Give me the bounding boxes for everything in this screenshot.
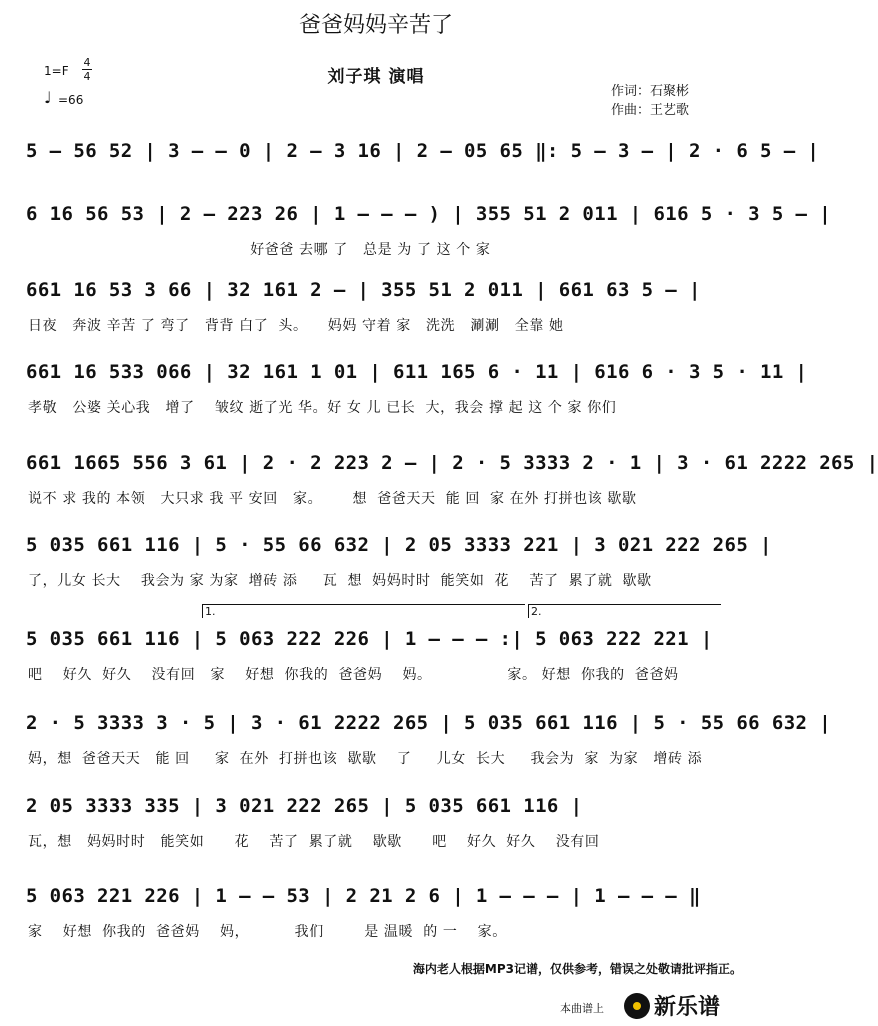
lyric-line: 妈，想 爸爸天天 能 回 家 在外 打拼也该 歇歇 了 儿女 长大 我会为 家 为家 增砖 添 <box>28 751 703 767</box>
transcription-note: 海内老人根据MP3记谱，仅供参考，错误之处敬请批评指正。 <box>412 962 742 976</box>
time-signature <box>82 56 92 83</box>
music-system <box>0 712 832 792</box>
notation-line: 2 05 3333 335 | 3 021 222 265 | 5 035 661 116 | <box>26 795 583 817</box>
quarter-note-icon: ♩ <box>44 88 52 107</box>
notation-line: 2 · 5 3333 3 · 5 | 3 · 61 2222 265 | 5 035 661 116 | 5 · 55 66 632 | <box>26 712 832 734</box>
meter-top: 4 <box>83 56 91 69</box>
notation-line: 661 1665 556 3 61 | 2 · 2 223 2 – | 2 · 5 3333 2 · 1 | 3 · 61 2222 265 | <box>26 452 878 474</box>
music-system <box>0 534 772 614</box>
music-system <box>0 795 752 875</box>
ending-bracket-2: 2. <box>528 604 721 618</box>
notation-line: 6 16 56 53 | 2 – 223 26 | 1 – – – ) | 355 51 2 011 | 616 5 · 3 5 – | <box>26 203 832 225</box>
lyric-line: 家 好想 你我的 爸爸妈 妈， 我们 是 温暖 的 一 家。 <box>28 924 507 940</box>
music-system <box>0 279 752 359</box>
site-logo[interactable] <box>624 990 720 1021</box>
meter-bottom: 4 <box>83 70 91 83</box>
ending-bracket-1: 1. <box>202 604 525 618</box>
lyric-line: 孝敬 公婆 关心我 增了 皱纹 逝了光 华。好 女 儿 已长 大，我会 撑 起 这 个 家 你们 <box>28 400 617 416</box>
lyric-line: 说不 求 我的 本领 大只求 我 平 安回 家。 想 爸爸天天 能 回 家 在外 打拼也该 歇歇 <box>28 491 637 507</box>
notation-line: 661 16 53 3 66 | 32 161 2 – | 355 51 2 011 | 661 63 5 – | <box>26 279 701 301</box>
notation-line: 5 035 661 116 | 5 · 55 66 632 | 2 05 3333 221 | 3 021 222 265 | <box>26 534 772 556</box>
music-system <box>0 203 832 283</box>
music-system <box>0 628 752 708</box>
lyric-line: 吧 好久 好久 没有回 家 好想 你我的 爸爸妈 妈。 家。 好想 你我的 爸爸妈 <box>28 667 679 683</box>
music-system <box>0 452 878 532</box>
music-system <box>0 885 752 965</box>
key-signature: 1=F <box>44 64 69 78</box>
logo-text: 新乐谱 <box>654 995 721 1020</box>
performer: 刘子琪 演唱 <box>327 67 425 87</box>
lyric-line: 瓦，想 妈妈时时 能笑如 花 苦了 累了就 歇歇 吧 好久 好久 没有回 <box>28 834 600 850</box>
source-label: 本曲谱上 <box>560 1002 604 1015</box>
lyric-line: 日夜 奔波 辛苦 了 弯了 背背 白了 头。 妈妈 守着 家 洗洗 涮涮 全靠 她 <box>28 318 564 334</box>
notation-line: 5 035 661 116 | 5 063 222 226 | 1 – – – :| 5 063 222 221 | <box>26 628 713 650</box>
composer: 作曲：王艺歌 <box>611 103 690 118</box>
tempo: =66 <box>58 93 84 107</box>
notation-line: 5 063 221 226 | 1 – – 53 | 2 21 2 6 | 1 – – – | 1 – – – ‖ <box>26 885 701 907</box>
lyricist: 作词：石聚彬 <box>611 84 690 99</box>
lyric-line: 好爸爸 去哪 了 总是 为 了 这 个 家 <box>28 242 491 258</box>
lyric-line: 了，儿女 长大 我会为 家 为家 增砖 添 瓦 想 妈妈时时 能笑如 花 苦了 累了就 歇歇 <box>28 573 652 589</box>
notation-line: 661 16 533 066 | 32 161 1 01 | 611 165 6 · 11 | 616 6 · 3 5 · 11 | <box>26 361 808 383</box>
music-system <box>0 361 808 441</box>
record-disc-icon <box>624 993 650 1019</box>
page-title: 爸爸妈妈辛苦了 <box>298 13 453 38</box>
notation-line: 5 – 56 52 | 3 – – 0 | 2 – 3 16 | 2 – 05 65 ‖: 5 – 3 – | 2 · 6 5 – | <box>26 140 820 162</box>
